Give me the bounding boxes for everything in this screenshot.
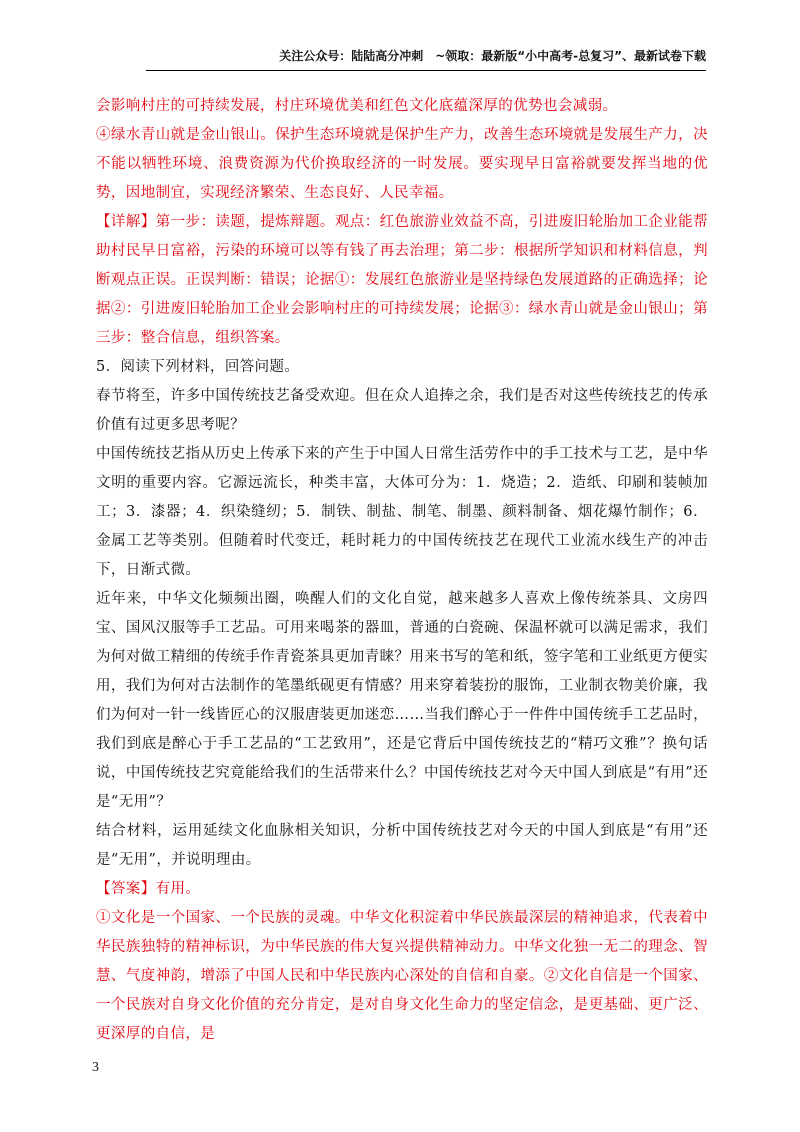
page-number: 3 [92, 1060, 99, 1075]
document-body [96, 92, 708, 1049]
question-5-title: 5．阅读下列材料，回答问题。 [96, 359, 300, 375]
paragraph-answer-tail: 会影响村庄的可持续发展，村庄环境优美和红色文化底蕴深厚的优势也会减弱。 [96, 98, 618, 114]
answer-heading: 【答案】有用。 [96, 881, 201, 897]
paragraph-point-4: ④绿水青山就是金山银山。保护生态环境就是保护生产力，改善生态环境就是发展生产力，决不能以牺牲环境、浪费资源为代价换取经济的一时发展。要实现早日富裕就要发挥当地的优势，因地制宜，实现经济繁荣、生态良好、人民幸福。 [96, 127, 708, 201]
page-header: 关注公众号：陆陆高分冲刺 ~领取：最新版“小中高考-总复习”、最新试卷下载 [146, 48, 706, 71]
material-intro: 春节将至，许多中国传统技艺备受欢迎。但在众人追捧之余，我们是否对这些传统技艺的传承价值有过更多思考呢？ [96, 388, 708, 433]
answer-body: ①文化是一个国家、一个民族的灵魂。中华文化积淀着中华民族最深层的精神追求，代表着中华民族独特的精神标识，为中华民族的伟大复兴提供精神动力。中华文化独一无二的理念、智慧、气度神韵，增添了中国人民和中华民族内心深处的自信和自豪。②文化自信是一个国家、一个民族对自身文化价值的充分肯定，是对自身文化生命力的坚定信念，是更基础、更广泛、更深厚的自信，是 [96, 910, 708, 1042]
paragraph-explanation: 【详解】第一步：读题，提炼辩题。观点：红色旅游业效益不高，引进废旧轮胎加工企业能帮助村民早日富裕，污染的环境可以等有钱了再去治理；第二步：根据所学知识和材料信息，判断观点正误。正误判断：错误；论据①：发展红色旅游业是坚持绿色发展道路的正确选择；论据②：引进废旧轮胎加工企业会影响村庄的可持续发展；论据③：绿水青山就是金山银山；第三步：整合信息，组织答案。 [96, 214, 708, 346]
material-definition: 中国传统技艺指从历史上传承下来的产生于中国人日常生活劳作中的手工技术与工艺，是中华文明的重要内容。它源远流长，种类丰富，大体可分为：1．烧造；2．造纸、印刷和装帧加工；3．漆器；4．织染缝纫；5．制铁、制盐、制笔、制墨、颜料制备、烟花爆竹制作；6．金属工艺等类别。但随着时代变迁，耗时耗力的中国传统技艺在现代工业流水线生产的冲击下，日渐式微。 [96, 446, 708, 578]
question-prompt: 结合材料，运用延续文化血脉相关知识，分析中国传统技艺对今天的中国人到底是“有用”还是“无用”，并说明理由。 [96, 823, 708, 868]
material-recent-years: 近年来，中华文化频频出圈，唤醒人们的文化自觉，越来越多人喜欢上像传统茶具、文房四宝、国风汉服等手工艺品。可用来喝茶的器皿，普通的白瓷碗、保温杯就可以满足需求，我们为何对做工精细的传统手作青瓷茶具更加青睐？用来书写的笔和纸，签字笔和工业纸更方便实用，我们为何对古法制作的笔墨纸砚更有情感？用来穿着装扮的服饰，工业制衣物美价廉，我们为何对一针一线皆匠心的汉服唐装更加迷恋……当我们醉心于一件件中国传统手工艺品时，我们到底是醉心于手工艺品的“工艺致用”，还是它背后中国传统技艺的“精巧文雅”？换句话说，中国传统技艺究竟能给我们的生活带来什么？中国传统技艺对今天中国人到底是“有用”还是“无用”？ [96, 591, 708, 810]
